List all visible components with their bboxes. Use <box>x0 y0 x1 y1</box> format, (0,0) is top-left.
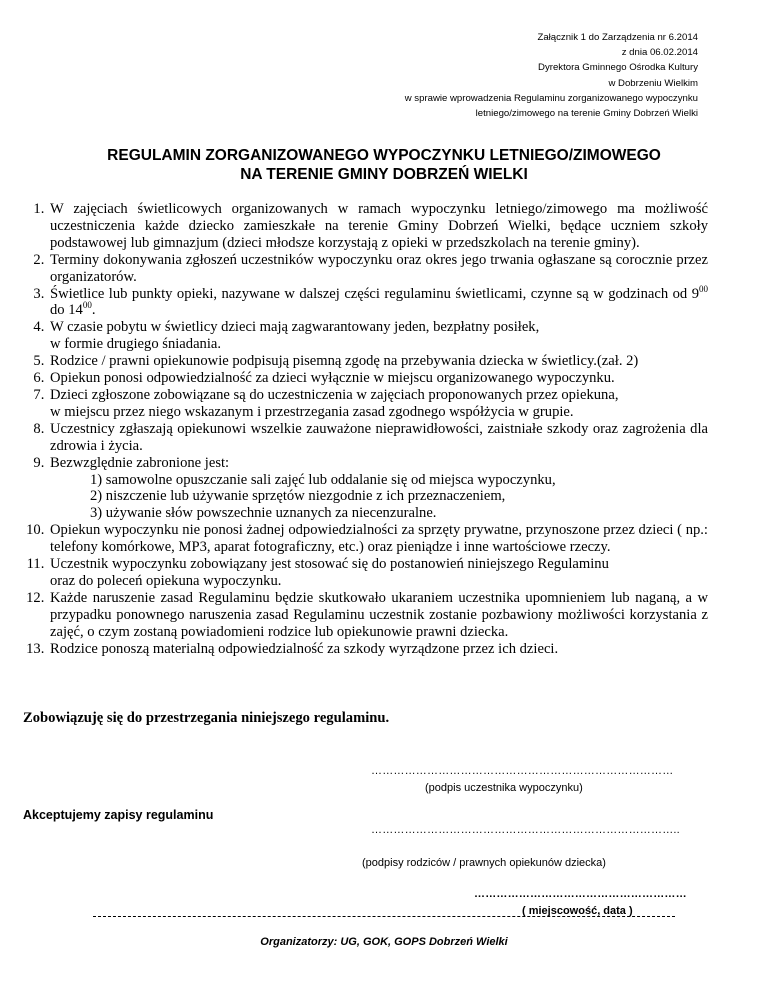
rule-text: Uczestnicy zgłaszają opiekunowi wszelkie zauważone nieprawidłowości, zaistniałe szkody oraz zagrożenia dla zdrowia i życia. <box>50 420 708 454</box>
header-line: w Dobrzeniu Wielkim <box>608 77 698 89</box>
header-line: letniego/zimowego na terenie Gminy Dobrzeń Wielki <box>475 108 698 120</box>
prohibition-item: 2) niszczenie lub używanie sprzętów niezgodnie z ich przeznaczeniem, <box>90 488 506 505</box>
rule-item <box>48 370 708 387</box>
rule-text: Terminy dokonywania zgłoszeń uczestników wypoczynku oraz okres jego trwania ogłaszane są corocznie przez organizatorów. <box>50 251 708 285</box>
header-line: Załącznik 1 do Zarządzenia nr 6.2014 <box>537 32 698 43</box>
rule-text: do 14 <box>50 302 83 319</box>
rule-item <box>48 421 708 455</box>
rule-item <box>48 556 708 590</box>
title-line-1: REGULAMIN ZORGANIZOWANEGO WYPOCZYNKU LETNIEGO/ZIMOWEGO <box>107 147 661 164</box>
header-line: w sprawie wprowadzenia Regulaminu zorganizowanego wypoczynku <box>404 92 698 104</box>
footer-organizers: Organizatorzy: UG, GOK, GOPS Dobrzeń Wielki <box>260 936 508 948</box>
participant-signature-caption: (podpis uczestnika wypoczynku) <box>425 782 583 794</box>
rule-text: . <box>91 302 96 319</box>
rule-item <box>48 641 708 658</box>
rule-item <box>48 319 708 353</box>
rule-text: w miejscu przez niego wskazanym i przestrzegania zasad zgodnego współżycia w grupie. <box>50 403 574 420</box>
place-date-line: ………………………………………………… <box>474 888 687 900</box>
rule-text: Każde naruszenie zasad Regulaminu będzie skutkowało ukaraniem uczestnika upomnieniem lub naganą, a w przypadku ponownego naruszenia zasad Regulaminu uczestnik zostanie pozbawiony możliwości korzystania z zajęć, o czym zostaną powiadomieni rodzice lub opiekunowie prawni dziecka. <box>50 589 708 640</box>
rule-item <box>48 522 708 556</box>
document-title <box>0 146 768 184</box>
place-date-caption: ( miejscowość, data ) <box>522 905 633 917</box>
header-line: Dyrektora Gminnego Ośrodka Kultury <box>538 62 698 74</box>
rule-text: w formie drugiego śniadania. <box>50 336 222 353</box>
rule-text: oraz do poleceń opiekuna wypoczynku. <box>50 572 282 589</box>
rule-text: Rodzice ponoszą materialną odpowiedzialność za szkody wyrządzone przez ich dzieci. <box>50 640 559 657</box>
rule-text: Uczestnik wypoczynku zobowiązany jest stosować się do postanowień niniejszego Regulaminu <box>50 556 609 573</box>
rule-item <box>48 590 708 641</box>
rule-item <box>48 455 708 523</box>
document-header <box>405 30 698 121</box>
header-line: z dnia 06.02.2014 <box>621 47 698 59</box>
prohibitions-list <box>50 472 708 523</box>
commitment-statement: Zobowiązuję się do przestrzegania niniejszego regulaminu. <box>23 710 390 726</box>
rule-text: W czasie pobytu w świetlicy dzieci mają zagwarantowany jeden, bezpłatny posiłek, <box>50 319 540 336</box>
rule-text: Opiekun wypoczynku nie ponosi żadnej odpowiedzialności za sprzęty prywatne, przynoszone przez dzieci ( np.: telefony komórkowe, MP3, aparat fotograficzny, etc.) oraz pieniądze i inne wartościowe rzeczy. <box>50 522 708 556</box>
rule-text: Dzieci zgłoszone zobowiązane są do uczestniczenia w zajęciach proponowanych przez opiekuna, <box>50 386 619 403</box>
rule-text: Bezwzględnie zabronione jest: <box>50 454 230 471</box>
accept-heading: Akceptujemy zapisy regulaminu <box>23 808 214 822</box>
footer-separator <box>93 916 675 917</box>
rule-text: Świetlice lub punkty opieki, nazywane w dalszej części regulaminu świetlicami, czynne są w godzinach od 9 <box>50 285 699 302</box>
rule-item <box>48 252 708 286</box>
prohibition-item: 1) samowolne opuszczanie sali zajęć lub oddalanie się od miejsca wypoczynku, <box>90 471 556 488</box>
title-line-2: NA TERENIE GMINY DOBRZEŃ WIELKI <box>240 166 528 183</box>
superscript: 00 <box>699 283 708 294</box>
rule-text: Opiekun ponosi odpowiedzialność za dzieci wyłącznie w miejscu organizowanego wypoczynku. <box>50 370 615 387</box>
rule-text: Rodzice / prawni opiekunowie podpisują pisemną zgodę na przebywania dziecka w świetlicy.(zał. 2) <box>50 353 639 370</box>
participant-signature-line: ……………………………………………………………………… <box>371 765 674 777</box>
rule-item <box>48 353 708 370</box>
rules-list <box>0 201 760 657</box>
rule-item <box>48 201 708 252</box>
prohibition-item: 3) używanie słów powszechnie uznanych za niecenzuralne. <box>90 505 437 522</box>
rule-item <box>48 283 708 320</box>
rule-item <box>48 387 708 421</box>
rule-text: W zajęciach świetlicowych organizowanych w ramach wypoczynku letniego/zimowego ma możliwość uczestniczenia każde dziecko zamieszkałe na terenie Gminy Dobrzeń Wielki, będące uczniem szkoły podstawowej lub gimnazjum (dzieci młodsze korzystają z opieki w przedszkolach na terenie gminy). <box>50 201 708 251</box>
superscript: 00 <box>82 300 92 311</box>
parents-signature-caption: (podpisy rodziców / prawnych opiekunów dziecka) <box>362 857 606 869</box>
parents-signature-line: ……………………………………………………………………….. <box>371 824 680 836</box>
